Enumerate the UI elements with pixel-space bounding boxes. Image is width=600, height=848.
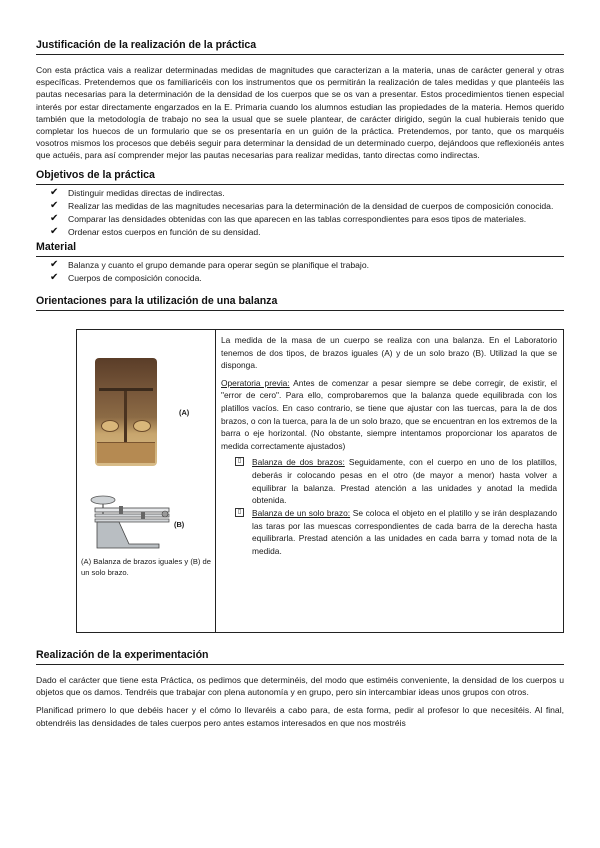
list-item: ✔ Distinguir medidas directas de indirectas.: [50, 186, 225, 198]
checkbox-icon: ▯: [235, 457, 244, 466]
balance-types-list: [221, 456, 557, 557]
operatoria-text: Antes de comenzar a pesar siempre se debe corregir, de existir, el "error de cero". Para ello, comprobaremos que la balanza quede equilibrada con los platillos vacíos. En caso contrario, se tiene que ajustar con las tuercas, para la de dos brazos, o con la tuerca, para la de un solo brazo, que se encuentran en los extremos de la barra o eje horizontal. (No obstante, siempre intentamos proporcionar los aparatos de medida correctamente ajustados): [221, 377, 557, 451]
check-icon: ✔: [50, 213, 59, 225]
section-title-realizacion: Realización de la experimentación: [36, 648, 564, 665]
figure-label-b: (B): [174, 519, 185, 529]
figure-label-a: (A): [179, 407, 190, 417]
balance-figure: [77, 330, 216, 632]
check-icon: ✔: [50, 186, 59, 198]
list-item: ✔ Ordenar estos cuerpos en función de su densidad.: [50, 226, 261, 238]
objetivos-list: [36, 187, 564, 239]
section-title-material: Material: [36, 240, 564, 257]
check-icon: ✔: [50, 271, 59, 283]
single-arm-balance-image: [89, 486, 173, 550]
check-icon: ✔: [50, 226, 59, 238]
section-title-orientaciones: Orientaciones para la utilización de una balanza: [36, 294, 564, 311]
realizacion-paragraph-2: Planificad primero lo que debéis hacer y el cómo lo llevaréis a cabo para, de esta forma, pedir al profesor lo que necesitéis. Al final, obtendréis las densidades de tales cuerpos pero antes estamos interesados en que nos mostréis: [36, 705, 564, 728]
list-item: ✔ Realizar las medidas de las magnitudes necesarias para la determinación de la densidad de cuerpos de composición conocida.: [50, 199, 554, 211]
list-item: ▯ Balanza de un solo brazo: Se coloca el objeto en el platillo y se irán desplazando las taras por las muescas correspondientes de cada barra de la derecha hasta equilibrarla. Prestad atención a las unidades en cada barra y tomad nota de la medida.: [235, 507, 557, 557]
section-title-justificacion: Justificación de la realización de la práctica: [36, 38, 564, 55]
material-list: [36, 259, 564, 284]
operatoria-label: Operatoria previa:: [221, 377, 290, 388]
balance-intro: La medida de la masa de un cuerpo se realiza con una balanza. En el Laboratorio tenemos de dos tipos, de brazos iguales (A) y de un solo brazo (B). Utilizad la que se disponga.: [221, 334, 557, 371]
equal-arm-balance-image: [95, 358, 157, 466]
operatoria-paragraph: [221, 377, 557, 453]
list-item: ▯ Balanza de dos brazos: Seguidamente, con el cuerpo en uno de los platillos, deberás ir colocando pesas en el otro (de mayor a menor) hasta volver a equilibrar la balanza. Prestad atención a las unidades y anotad la medida obtenida.: [235, 456, 557, 506]
list-item: ✔ Comparar las densidades obtenidas con las que aparecen en las tablas correspondientes para esos tipos de materiales.: [50, 213, 527, 225]
realizacion-paragraph-1: Dado el carácter que tiene esta Práctica, os pedimos que determinéis, del modo que estiméis conveniente, la densidad de los cuerpos u objetos que os damos. Tendréis que trabajar con plena autonomía y en grupo, pero sin intercambiar ideas unos grupos con otros.: [36, 675, 564, 698]
list-item: ✔ Balanza y cuanto el grupo demande para operar según se planifique el trabajo.: [50, 258, 369, 270]
justificacion-text: Con esta práctica vais a realizar determinadas medidas de magnitudes que caracterizan a la materia, unas de carácter general y otras específicas. Pretendemos que os familiaricéis con los instrumentos que os permitirán la realización de tales medidas y que planteéis las pautas necesarias para la determinación de la densidad de los cuerpos que se os van a presentar. Estos procedimientos tienen especial interés por estar directamente engarzados en la E. Primaria cuando los alumnos estudian las propiedades de la materia. Hemos querido también que la metodología de trabajo no sea la usual que se suele plantear, de carácter dirigido, según la cual hubierais tenido que completar los huecos de un formulario que se os presentaría en un guión de la práctica. Pretendemos, por tanto, que os marquéis vosotros mismos los procesos que debéis seguir para determinar la densidad de un determinado cuerpo, dejándoos que reflexionéis antes que actuéis, para así comprender mejor las pautas necesarias para realizar medidas, tanto directas como indirectas.: [36, 65, 564, 161]
figure-caption: (A) Balanza de brazos iguales y (B) de un solo brazo.: [81, 556, 212, 577]
balance-info-table: [76, 329, 564, 633]
check-icon: ✔: [50, 258, 59, 270]
list-item: ✔ Cuerpos de composición conocida.: [50, 271, 202, 283]
check-icon: ✔: [50, 199, 59, 211]
balance-instructions: [216, 330, 563, 632]
section-title-objetivos: Objetivos de la práctica: [36, 168, 564, 185]
checkbox-icon: ▯: [235, 508, 244, 517]
